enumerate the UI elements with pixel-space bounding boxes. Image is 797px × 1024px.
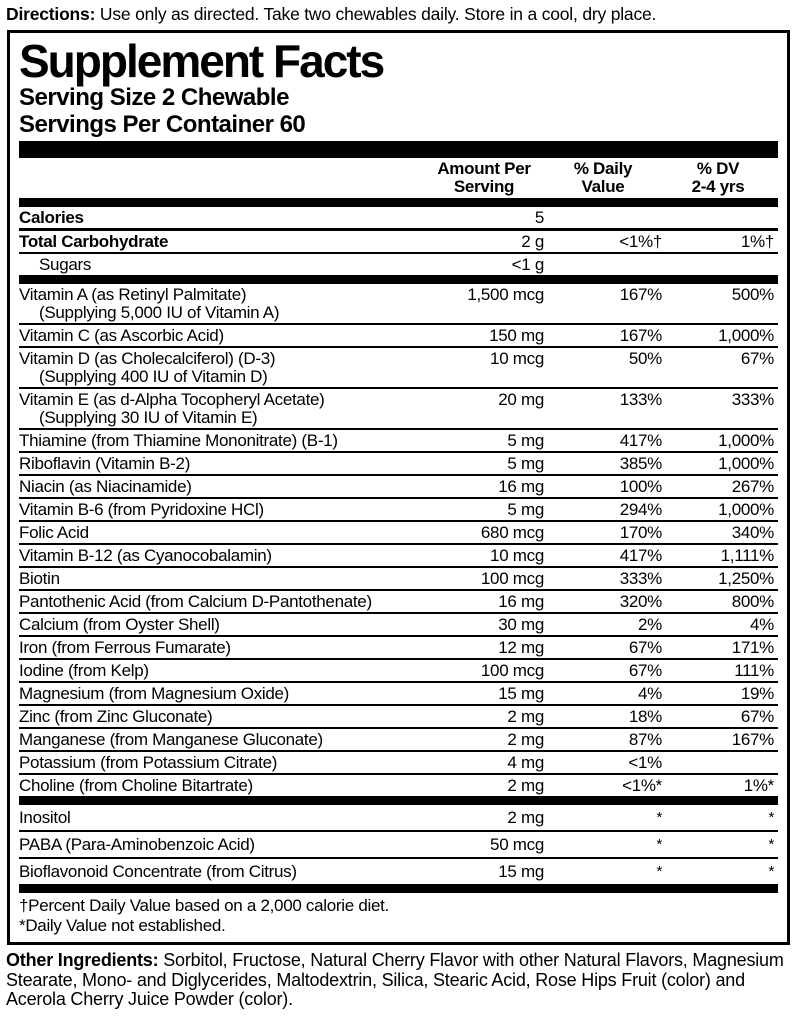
nutrient-name: Magnesium (from Magnesium Oxide) <box>19 684 290 703</box>
percent-dv-2-4-yrs-value: 67% <box>740 349 774 368</box>
nutrient-name: Calcium (from Oyster Shell) <box>19 615 220 634</box>
percent-daily-value: <1%* <box>622 776 662 795</box>
table-row <box>19 323 778 346</box>
section-divider-bar <box>19 141 778 158</box>
other-ingredients-body: Sorbitol, Fructose, Natural Cherry Flavor with other Natural Flavors, Magnesium Stearate, Mono- and Diglycerides, Maltodextrin, Silica, Stearic Acid, Rose Hips Fruit (color) and Acerola Cherry Juice Powder (color). <box>6 950 784 1009</box>
percent-dv-2-4-yrs-value: 1,000% <box>718 431 774 450</box>
percent-dv-2-4-yrs-value: 1%† <box>740 232 774 251</box>
nutrient-name: Niacin (as Niacinamide) <box>19 477 192 496</box>
header-dv24-line1: % DV <box>696 159 740 178</box>
nutrient-name-cell <box>19 454 424 473</box>
percent-dv-2-4-yrs-value: 800% <box>731 592 774 611</box>
nutrient-name: Vitamin C (as Ascorbic Acid) <box>19 326 224 345</box>
section-divider-bar <box>19 275 778 284</box>
table-row <box>19 612 778 635</box>
percent-daily-value: 385% <box>619 454 662 473</box>
nutrient-name: Riboflavin (Vitamin B-2) <box>19 454 191 473</box>
percent-dv-2-4-yrs-value: 1,111% <box>720 546 774 565</box>
footnotes <box>19 896 778 936</box>
table-row <box>19 228 778 252</box>
nutrient-name: Choline (from Choline Bitartrate) <box>19 776 253 795</box>
table-row <box>19 520 778 543</box>
table-row <box>19 346 778 387</box>
percent-dv-2-4-yrs-value: 1,000% <box>718 500 774 519</box>
nutrient-name: Pantothenic Acid (from Calcium D-Pantothenate) <box>19 592 372 611</box>
nutrient-name: Sugars <box>39 255 92 274</box>
percent-daily-value: 294% <box>619 500 662 519</box>
nutrient-name-cell <box>19 753 424 772</box>
percent-daily-value: 67% <box>628 661 662 680</box>
header-dv-line1: % Daily <box>573 159 633 178</box>
nutrient-name: Vitamin B-6 (from Pyridoxine HCl) <box>19 500 264 519</box>
percent-dv-2-4-yrs-value: 19% <box>740 684 774 703</box>
nutrient-name-cell <box>19 500 424 519</box>
amount-per-serving-value: 12 mg <box>498 638 544 657</box>
percent-dv-2-4-yrs-value: 167% <box>731 730 774 749</box>
nutrient-subtext: (Supplying 400 IU of Vitamin D) <box>39 367 268 386</box>
percent-dv-2-4-yrs-value: 267% <box>731 477 774 496</box>
nutrient-name-cell <box>19 730 424 749</box>
nutrient-name-cell <box>19 326 424 345</box>
percent-daily-value: 18% <box>628 707 662 726</box>
percent-dv-2-4-yrs-value: * <box>768 809 774 826</box>
table-row <box>19 451 778 474</box>
nutrient-name: Vitamin A (as Retinyl Palmitate) <box>19 285 247 304</box>
amount-per-serving-value: 100 mcg <box>480 569 544 588</box>
amount-per-serving-value: 15 mg <box>498 862 544 881</box>
amount-per-serving-value: 1,500 mcg <box>467 285 544 304</box>
amount-per-serving-value: 2 mg <box>507 707 544 726</box>
table-row <box>19 207 778 228</box>
percent-dv-2-4-yrs-value: 1,250% <box>718 569 774 588</box>
percent-daily-value: * <box>656 863 662 880</box>
table-row <box>19 428 778 451</box>
nutrient-name-cell <box>19 431 424 450</box>
percent-dv-2-4-yrs-value: 340% <box>731 523 774 542</box>
nutrient-name: Vitamin E (as d-Alpha Tocopheryl Acetate) <box>19 390 325 409</box>
nutrient-name: Iodine (from Kelp) <box>19 661 149 680</box>
nutrient-name-cell <box>19 684 424 703</box>
percent-daily-value: 87% <box>628 730 662 749</box>
footnote-daily-value: †Percent Daily Value based on a 2,000 calorie diet. <box>19 896 389 915</box>
nutrient-name-cell <box>19 569 424 588</box>
percent-daily-value: 320% <box>619 592 662 611</box>
percent-dv-2-4-yrs-value: 500% <box>731 285 774 304</box>
directions-text <box>0 0 797 30</box>
nutrient-name-cell <box>19 707 424 726</box>
percent-daily-value: 4% <box>638 684 662 703</box>
table-row <box>19 252 778 275</box>
amount-per-serving-value: 16 mg <box>498 592 544 611</box>
table-row <box>19 805 778 830</box>
vitamin-mineral-rows <box>19 284 778 796</box>
header-amount-line1: Amount Per <box>437 159 531 178</box>
amount-per-serving-value: 30 mg <box>498 615 544 634</box>
nutrient-name: Total Carbohydrate <box>19 232 169 251</box>
table-row <box>19 658 778 681</box>
amount-per-serving-value: 4 mg <box>507 753 544 772</box>
percent-daily-value: * <box>656 836 662 853</box>
percent-daily-value: 417% <box>619 546 662 565</box>
table-row <box>19 681 778 704</box>
table-row <box>19 566 778 589</box>
amount-per-serving-value: 15 mg <box>498 684 544 703</box>
amount-per-serving-value: 5 mg <box>507 454 544 473</box>
nutrient-name-cell <box>19 862 424 881</box>
nutrient-name: Zinc (from Zinc Gluconate) <box>19 707 213 726</box>
serving-size: Serving Size 2 Chewable <box>19 84 289 111</box>
header-dv24-line2: 2-4 yrs <box>691 177 745 196</box>
table-row <box>19 387 778 428</box>
percent-daily-value: 167% <box>619 326 662 345</box>
section-divider-bar <box>19 796 778 805</box>
other-nutrient-rows <box>19 805 778 884</box>
percent-dv-2-4-yrs-value: 1%* <box>743 776 774 795</box>
amount-per-serving-value: <1 g <box>511 255 544 274</box>
percent-dv-2-4-yrs-value: 1,000% <box>718 454 774 473</box>
amount-per-serving-value: 2 mg <box>507 808 544 827</box>
header-percent-dv-2-4-yrs <box>662 160 778 196</box>
percent-dv-2-4-yrs-value: 171% <box>731 638 774 657</box>
amount-per-serving-value: 2 mg <box>507 776 544 795</box>
percent-dv-2-4-yrs-value: * <box>768 836 774 853</box>
amount-per-serving-value: 2 g <box>521 232 544 251</box>
nutrient-name-cell <box>19 835 424 854</box>
nutrient-name: PABA (Para-Aminobenzoic Acid) <box>19 835 255 854</box>
nutrient-name-cell <box>19 808 424 827</box>
panel-title: Supplement Facts <box>19 35 384 87</box>
nutrient-name-cell <box>19 349 424 386</box>
macro-nutrient-rows <box>19 207 778 275</box>
percent-daily-value: 333% <box>619 569 662 588</box>
nutrient-name-cell <box>19 208 424 227</box>
header-dv-line2: Value <box>581 177 625 196</box>
amount-per-serving-value: 20 mg <box>498 390 544 409</box>
table-row <box>19 727 778 750</box>
table-row <box>19 543 778 566</box>
amount-per-serving-value: 5 <box>534 208 544 227</box>
nutrient-name: Manganese (from Manganese Gluconate) <box>19 730 323 749</box>
table-row <box>19 635 778 658</box>
other-ingredients-text <box>6 951 789 1010</box>
nutrient-name-cell <box>19 615 424 634</box>
percent-dv-2-4-yrs-value: 1,000% <box>718 326 774 345</box>
other-ingredients-label: Other Ingredients: <box>6 950 159 970</box>
amount-per-serving-value: 16 mg <box>498 477 544 496</box>
percent-daily-value: <1%† <box>619 232 662 251</box>
column-header-row <box>19 158 778 198</box>
nutrient-name-cell <box>19 285 424 322</box>
nutrient-name: Vitamin B-12 (as Cyanocobalamin) <box>19 546 272 565</box>
nutrient-name-cell <box>19 638 424 657</box>
nutrient-name-cell <box>19 661 424 680</box>
header-amount-per-serving <box>424 160 544 196</box>
nutrient-name: Biotin <box>19 569 60 588</box>
nutrient-name: Thiamine (from Thiamine Mononitrate) (B-1) <box>19 431 338 450</box>
nutrient-name: Folic Acid <box>19 523 89 542</box>
nutrient-name-cell <box>19 390 424 427</box>
nutrient-name-cell <box>19 232 424 251</box>
nutrient-name-cell <box>19 592 424 611</box>
percent-daily-value: 133% <box>619 390 662 409</box>
percent-dv-2-4-yrs-value: * <box>768 863 774 880</box>
table-row <box>19 704 778 727</box>
percent-daily-value: 167% <box>619 285 662 304</box>
table-row <box>19 589 778 612</box>
nutrient-name-cell <box>19 477 424 496</box>
footnote-not-established: *Daily Value not established. <box>19 916 226 935</box>
amount-per-serving-value: 2 mg <box>507 730 544 749</box>
nutrient-name: Bioflavonoid Concentrate (from Citrus) <box>19 862 297 881</box>
amount-per-serving-value: 680 mcg <box>480 523 544 542</box>
percent-dv-2-4-yrs-value: 67% <box>740 707 774 726</box>
percent-daily-value: 417% <box>619 431 662 450</box>
section-divider-bar <box>19 884 778 893</box>
percent-daily-value: 50% <box>628 349 662 368</box>
percent-daily-value: 2% <box>638 615 662 634</box>
section-divider-bar <box>19 198 778 207</box>
amount-per-serving-value: 100 mcg <box>480 661 544 680</box>
table-row <box>19 830 778 857</box>
percent-daily-value: 170% <box>619 523 662 542</box>
nutrient-subtext: (Supplying 30 IU of Vitamin E) <box>39 408 258 427</box>
supplement-facts-panel <box>7 30 790 945</box>
amount-per-serving-value: 10 mcg <box>490 546 544 565</box>
percent-daily-value: 67% <box>628 638 662 657</box>
nutrient-name-cell <box>19 523 424 542</box>
amount-per-serving-value: 10 mcg <box>490 349 544 368</box>
nutrient-name: Iron (from Ferrous Fumarate) <box>19 638 231 657</box>
percent-daily-value: * <box>656 809 662 826</box>
nutrient-name-cell <box>19 776 424 795</box>
table-row <box>19 750 778 773</box>
directions-label: Directions: <box>6 4 96 24</box>
percent-dv-2-4-yrs-value: 4% <box>750 615 774 634</box>
nutrient-subtext: (Supplying 5,000 IU of Vitamin A) <box>39 303 280 322</box>
nutrient-name-cell <box>19 255 424 274</box>
table-row <box>19 284 778 323</box>
percent-daily-value: <1% <box>628 753 662 772</box>
header-percent-daily-value <box>544 160 662 196</box>
amount-per-serving-value: 50 mcg <box>490 835 544 854</box>
table-row <box>19 474 778 497</box>
nutrient-name: Calories <box>19 208 84 227</box>
table-row <box>19 497 778 520</box>
nutrient-name: Potassium (from Potassium Citrate) <box>19 753 278 772</box>
percent-dv-2-4-yrs-value: 333% <box>731 390 774 409</box>
table-row <box>19 857 778 884</box>
percent-daily-value: 100% <box>619 477 662 496</box>
header-amount-line2: Serving <box>453 177 515 196</box>
servings-per-container: Servings Per Container 60 <box>19 111 306 138</box>
amount-per-serving-value: 150 mg <box>489 326 544 345</box>
nutrient-name: Inositol <box>19 808 71 827</box>
directions-body: Use only as directed. Take two chewables daily. Store in a cool, dry place. <box>95 4 657 24</box>
table-row <box>19 773 778 796</box>
percent-dv-2-4-yrs-value: 111% <box>734 661 774 680</box>
amount-per-serving-value: 5 mg <box>507 500 544 519</box>
nutrient-name-cell <box>19 546 424 565</box>
amount-per-serving-value: 5 mg <box>507 431 544 450</box>
nutrient-name: Vitamin D (as Cholecalciferol) (D-3) <box>19 349 276 368</box>
